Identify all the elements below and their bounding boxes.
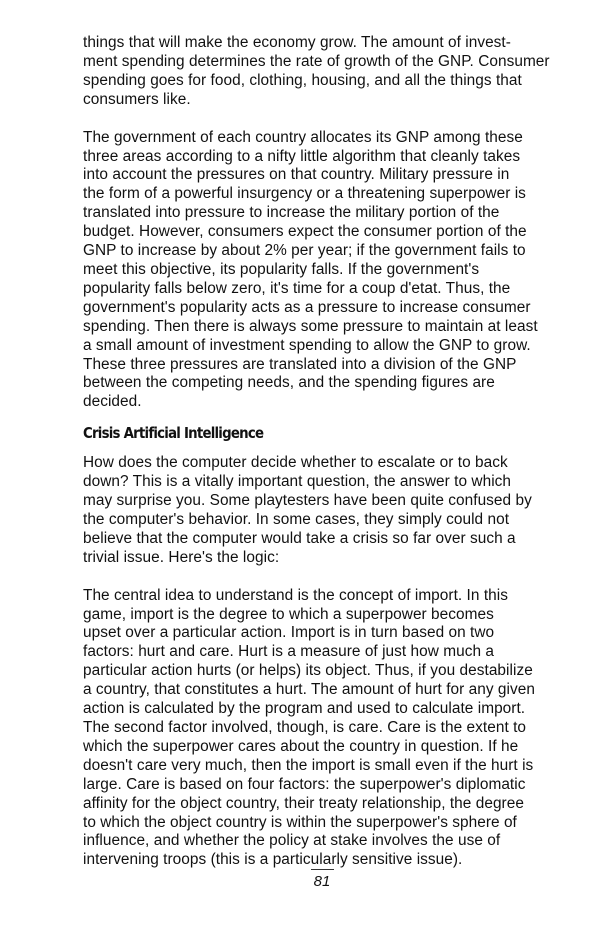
paragraph-escalation-question: How does the computer decide whether to escalate or to back down? This is a vitally important question, the answer to which may surprise you. Some playtesters have been quite confused by the computer's behavior. In some cases, they simply could not believe that the computer would take a crisis so far over such a trivial issue. Here's the logic: xyxy=(83,454,532,566)
paragraph-spacer xyxy=(83,110,573,129)
section-heading: Crisis Artificial Intelligence xyxy=(83,424,264,443)
heading-spacer-bottom xyxy=(83,443,573,454)
page-number-rule xyxy=(311,869,334,870)
page-body xyxy=(83,34,573,870)
heading-spacer-top xyxy=(83,412,573,424)
paragraph-economy-continuation: things that will make the economy grow. The amount of invest- ment spending determines the rate of growth of the GNP. Consumer spending goes for food, clothing, housing, and all the things that consumers like. xyxy=(83,34,550,108)
paragraph-import-concept: The central idea to understand is the concept of import. In this game, import is the degree to which a superpower becomes upset over a particular action. Import is in turn based on two factors: hurt and care. Hurt is a measure of just how much a particular action hurts (or helps) its object. Thus, if you destabilize a country, that constitutes a hurt. The amount of hurt for any given action is calculated by the program and used to calculate import. The second factor involved, though, is care. Care is the extent to which the superpower cares about the country in question. If he doesn't care very much, then the import is small even if the hurt is large. Care is based on four factors: the superpower's diplomatic affinity for the object country, their treaty relationship, the degree to which the object country is within the superpower's sphere of influence, and whether the policy at stake involves the use of intervening troops (this is a particularly sensitive issue). xyxy=(83,586,535,869)
page-number: 81 xyxy=(313,873,331,890)
paragraph-spacer xyxy=(83,568,573,587)
paragraph-gnp-allocation: The government of each country allocates its GNP among these three areas according to a nifty little algorithm that cleanly takes into account the pressures on that country. Military pressure in the form of a powerful insurgency or a threatening superpower is translated into pressure to increase the military portion of the budget. However, consumers expect the consumer portion of the GNP to increase by about 2% per year; if the government fails to meet this objective, its popularity falls. If the government's popularity falls below zero, it's time for a coup d'etat. Thus, the government's popularity acts as a pressure to increase consumer spending. Then there is always some pressure to maintain at least a small amount of investment spending to allow the GNP to grow. These three pressures are translated into a division of the GNP between the competing needs, and the spending figures are decided. xyxy=(83,128,538,411)
